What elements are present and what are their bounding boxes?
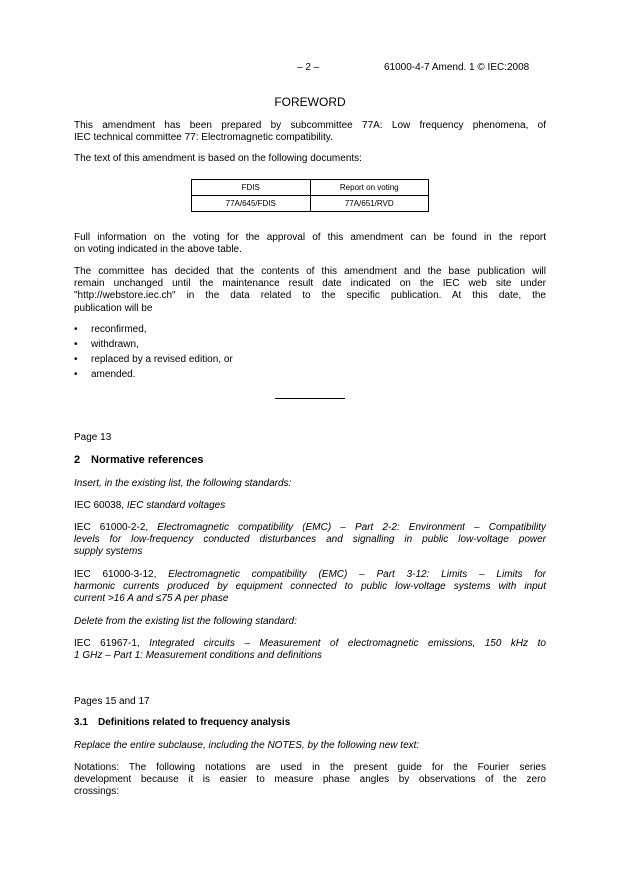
instruction-replace: Replace the entire subclause, including the NOTES, by the following new text:: [74, 740, 420, 751]
table-header-cell: Report on voting: [310, 180, 429, 196]
table-cell: 77A/651/RVD: [310, 196, 429, 212]
reference-iec-61000-3-12: IEC 61000-3-12, Electromagnetic compatibility (EMC) – Part 3-12: Limits – Limits for harmonic currents produced by equipment connected to public low-voltage systems with input current >16 A and ≤75 A per phase: [74, 569, 546, 605]
table-header-row: [192, 180, 429, 196]
reference-iec-61000-2-2: IEC 61000-2-2, Electromagnetic compatibility (EMC) – Part 2-2: Environment – Compatibility levels for low-frequency conducted disturbances and signalling in public low-voltage power supply systems: [74, 522, 546, 558]
page-reference: Page 13: [74, 432, 112, 443]
section-divider: [275, 398, 345, 399]
table-row: [192, 196, 429, 212]
bullet-icon: •: [74, 369, 78, 380]
foreword-title: FOREWORD: [274, 95, 346, 109]
foreword-paragraph-3: Full information on the voting for the approval of this amendment can be found in the report on voting indicated in the above table.: [74, 232, 546, 256]
notations-paragraph: Notations: The following notations are used in the present guide for the Fourier series development because it is easier to measure phase angles by observations of the zero crossings:: [74, 762, 546, 798]
voting-documents-table: [191, 179, 429, 212]
bullet-icon: •: [74, 339, 78, 350]
foreword-paragraph-4: The committee has decided that the contents of this amendment and the base publication will remain unchanged until the maintenance result date indicated on the IEC web site under "http://webstore.iec.ch" in the data related to the specific publication. At this date, the publication will be: [74, 266, 546, 314]
document-identifier: 61000-4-7 Amend. 1 © IEC:2008: [384, 62, 530, 73]
instruction-insert: Insert, in the existing list, the following standards:: [74, 478, 292, 489]
bullet-icon: •: [74, 324, 78, 335]
table-header-cell: FDIS: [192, 180, 311, 196]
reference-iec-60038: IEC 60038, IEC standard voltages: [74, 500, 226, 511]
page-number: – 2 –: [297, 62, 320, 73]
table-cell: 77A/645/FDIS: [192, 196, 311, 212]
bullet-icon: •: [74, 354, 78, 365]
instruction-delete: Delete from the existing list the following standard:: [74, 616, 297, 627]
foreword-paragraph-2: The text of this amendment is based on the following documents:: [74, 153, 362, 164]
page-reference: Pages 15 and 17: [74, 696, 150, 707]
foreword-paragraph-1: This amendment has been prepared by subcommittee 77A: Low frequency phenomena, of IEC technical committee 77: Electromagnetic compatibility.: [74, 120, 546, 144]
reference-iec-61967-1: IEC 61967-1, Integrated circuits – Measurement of electromagnetic emissions, 150 kHz to 1 GHz – Part 1: Measurement conditions and definitions: [74, 638, 546, 662]
